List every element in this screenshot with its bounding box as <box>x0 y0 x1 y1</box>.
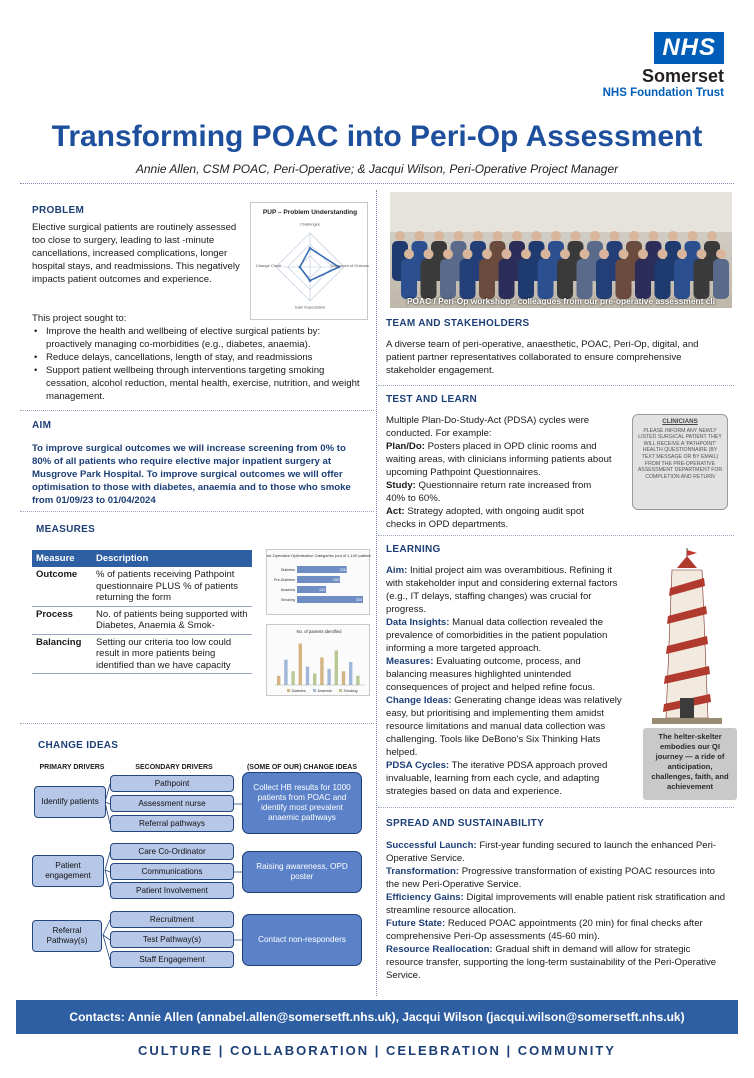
person-head <box>716 249 726 259</box>
column <box>277 676 280 685</box>
secondary-driver: Staff Engagement <box>110 951 234 968</box>
column-divider <box>376 190 377 996</box>
person-body <box>499 259 515 299</box>
column <box>284 660 287 685</box>
test-item <box>386 440 612 479</box>
person-body <box>635 259 651 299</box>
person-head <box>541 249 551 259</box>
person-body <box>460 259 476 299</box>
secondary-driver: Test Pathway(s) <box>110 931 234 948</box>
values-tagline: CULTURE | COLLABORATION | CELEBRATION | COMMUNITY <box>138 1043 616 1058</box>
bar-category-label: Diabetes <box>280 568 295 573</box>
team-photo-illustration <box>390 192 732 308</box>
sign-title: CLINICIANS <box>662 418 698 425</box>
secondary-driver: Pathpoint <box>110 775 234 792</box>
learning-item-text: Initial project aim was overambitious. Refining it with stakeholder input and considering external factors (e.g., IT delays, staffing changes) was crucial for progress. <box>386 565 618 615</box>
table-cell: Process <box>32 606 92 634</box>
radar-point <box>309 247 312 250</box>
bar-value-label: 300 <box>356 598 362 603</box>
table-header: Measure <box>32 550 92 567</box>
bar-category-label: Anaemia <box>280 588 295 593</box>
learning-item-label: Aim: <box>386 565 408 576</box>
spread-item <box>386 839 726 865</box>
person-body <box>518 259 534 299</box>
radar-point <box>299 266 302 269</box>
person-head <box>697 249 707 259</box>
bar-value-label: 195 <box>332 578 339 583</box>
test-learn-body <box>386 414 612 531</box>
person-body <box>421 259 437 299</box>
person-head <box>521 249 531 259</box>
person-head <box>424 249 434 259</box>
person-head <box>502 249 512 259</box>
learning-item <box>386 616 624 655</box>
primary-driver-referral: Referral Pathway(s) <box>32 920 102 952</box>
table-cell: % of patients receiving Pathpoint questionnaire PLUS % of patients returning the form <box>92 567 252 606</box>
header-divider <box>20 183 734 184</box>
helter-skelter-caption: The helter-skelter embodies our QI journey — a ride of anticipation, challenges, faith, and achievement <box>643 728 737 800</box>
secondary-driver: Patient Involvement <box>110 882 234 899</box>
team-heading: TEAM AND STAKEHOLDERS <box>386 318 530 329</box>
legend-label: Diabetes <box>291 688 306 693</box>
learning-item-text: The iterative PDSA approach proved invaluable, learning from each cycle, and adapting strategies based on data and experience. <box>386 760 608 797</box>
measures-heading: MEASURES <box>36 524 96 535</box>
column <box>356 676 359 685</box>
person-head <box>493 231 503 241</box>
person-body <box>440 259 456 299</box>
change-idea: Contact non-responders <box>242 914 362 966</box>
list-item: • Support patient wellbeing through interventions targeting smoking cessation, alcohol reduction, mental health, exercise, nutrition, and weight management. <box>32 364 368 403</box>
learning-item-label: Measures: <box>386 656 434 667</box>
column <box>306 667 309 685</box>
learning-item <box>386 694 624 759</box>
change-idea: Raising awareness, OPD poster <box>242 851 362 893</box>
primary-drivers-header: PRIMARY DRIVERS <box>39 764 105 771</box>
legend-swatch <box>287 689 290 692</box>
organisation-name: Somerset <box>641 66 724 86</box>
person-head <box>629 231 639 241</box>
radar-axis-label: Challenges <box>299 221 321 227</box>
person-head <box>512 231 522 241</box>
column <box>327 669 330 685</box>
column <box>320 657 323 685</box>
person-head <box>677 249 687 259</box>
spread-item <box>386 917 726 943</box>
column <box>342 671 345 685</box>
change-idea: Collect HB results for 1000 patients from POAC and identify most prevalent anaemic pathways <box>242 772 362 834</box>
table-cell: Setting our criteria too low could result in more patients being identified than we have capacity <box>92 634 252 674</box>
measures-table <box>32 550 252 674</box>
person-head <box>443 249 453 259</box>
bar-value-label: 226 <box>339 568 346 573</box>
legend-swatch <box>313 689 316 692</box>
learning-item-text: Evaluating outcome, process, and balancing measures highlighted unintended consequences of project and helped refine focus. <box>386 656 596 693</box>
person-body <box>655 259 671 299</box>
primary-driver-engagement: Patient engagement <box>32 855 104 887</box>
test-item-text: Posters placed in OPD clinic rooms and waiting areas, with clinicians informing patients about upcoming Pathpoint Questionnaires. <box>386 441 612 478</box>
aim-text: To improve surgical outcomes we will increase screening from 0% to 80% of all patients who require elective major inpatient surgery at Musgrove Park Hospital. To improve surgical outcomes we will offer optimisation to those with diabetes, anaemia and to those who smoke from 01/09/23 to 01/04/2024 <box>32 443 351 506</box>
bar-category-label: Pre-Diabetes <box>274 578 295 583</box>
test-item-text: Strategy adopted, with ongoing audit spot checks in OPD departments. <box>386 506 584 530</box>
radar-axis-label: Outcomes of Outcomes <box>330 263 369 268</box>
person-head <box>619 249 629 259</box>
radar-title: PUP – Problem Understanding <box>262 209 358 216</box>
radar-axis-label: Gain Expectation <box>294 304 326 310</box>
secondary-driver: Communications <box>110 863 234 880</box>
change-ideas-heading: CHANGE IDEAS <box>38 740 119 751</box>
spread-item-label: Resource Reallocation: <box>386 944 493 955</box>
person-body <box>694 259 710 299</box>
patients-identified-chart <box>266 624 370 696</box>
test-item-text: Questionnaire return rate increased from 40% to 60%. <box>386 480 592 504</box>
spread-item-text: Reduced POAC appointments (20 min) for final checks after comprehensive Peri-Op assessments (45-60 min). <box>386 918 703 942</box>
helter-skelter-illustration <box>642 548 732 728</box>
spread-heading: SPREAD AND SUSTAINABILITY <box>386 818 545 829</box>
problem-heading: PROBLEM <box>32 205 85 216</box>
person-head <box>668 231 678 241</box>
change-ideas-header: (SOME OF OUR) CHANGE IDEAS <box>246 764 358 771</box>
person-body <box>616 259 632 299</box>
learning-item-text: Manual data collection revealed the prevalence of comorbidities in the patient population informing a more targeted approach. <box>386 617 608 654</box>
learning-item-label: PDSA Cycles: <box>386 760 450 771</box>
spread-item <box>386 891 726 917</box>
person-body <box>713 259 729 299</box>
spread-item-label: Successful Launch: <box>386 840 477 851</box>
secondary-driver: Recruitment <box>110 911 234 928</box>
person-body <box>596 259 612 299</box>
problem-paragraph: Elective surgical patients are routinely assessed too close to surgery, leading to last -minute cancellations, increased complications, longer hospital stays, and readmissions. This negatively impacts patient outcomes and experience. <box>32 222 240 285</box>
person-body <box>401 259 417 299</box>
bar-value-label: 132 <box>319 588 326 593</box>
person-head <box>658 249 668 259</box>
list-item: • Improve the health and wellbeing of elective surgical patients by: proactively managing co-morbidities (e.g., diabetes, anaemia). <box>32 325 368 351</box>
optimisation-bar-chart <box>266 549 370 615</box>
legend-label: Anaemia <box>317 688 332 693</box>
spread-item-text: Progressive transformation of existing POAC resources into the new Peri-Operative Service. <box>386 866 715 890</box>
person-head <box>415 231 425 241</box>
person-body <box>674 259 690 299</box>
radar-point <box>309 279 312 282</box>
spread-body <box>386 839 726 982</box>
learning-item <box>386 655 624 694</box>
person-head <box>610 231 620 241</box>
sign-text: PLEASE INFORM ANY NEWLY LISTED SURGICAL PATIENT THEY WILL RECEIVE A 'PATHPOINT' HEALTH QUESTIONNAIRE (BY TEXT MESSAGE OR BY EMAIL) FROM THE PRE-OPERATIVE ASSESSMENT DEPARTMENT FOR COMPLETION AND RETURN <box>637 427 723 480</box>
learning-item-label: Data Insights: <box>386 617 450 628</box>
person-body <box>538 259 554 299</box>
test-item <box>386 505 612 531</box>
contacts-text: Contacts: Annie Allen (annabel.allen@somersetft.nhs.uk), Jacqui Wilson (jacqui.wilson@somersetft.nhs.uk) <box>69 1010 685 1024</box>
spread-item-label: Transformation: <box>386 866 460 877</box>
test-intro: Multiple Plan-Do-Study-Act (PDSA) cycles were conducted. For example: <box>386 415 590 439</box>
person-head <box>434 231 444 241</box>
nhs-logo <box>574 32 724 99</box>
person-head <box>590 231 600 241</box>
spread-item-label: Future State: <box>386 918 446 929</box>
secondary-drivers-header: SECONDARY DRIVERS <box>135 764 213 771</box>
column-chart-svg <box>267 625 371 697</box>
table-cell: Outcome <box>32 567 92 606</box>
test-item-label: Study: <box>386 480 416 491</box>
secondary-driver: Referral pathways <box>110 815 234 832</box>
person-head <box>454 231 464 241</box>
table-header: Description <box>92 550 252 567</box>
person-head <box>463 249 473 259</box>
spread-panel <box>378 812 734 994</box>
test-learn-heading: TEST AND LEARN <box>386 394 478 405</box>
chart-title: No. of patients identified <box>296 629 342 634</box>
poster-title: Transforming POAC into Peri-Op Assessment <box>51 120 703 153</box>
poster-authors: Annie Allen, CSM POAC, Peri-Operative; & Jacqui Wilson, Peri-Operative Project Manager <box>135 162 619 176</box>
test-item <box>386 479 612 505</box>
problem-bullets <box>32 325 368 403</box>
radar-axis-label: Change Circle <box>255 263 282 268</box>
secondary-driver: Care Co-Ordinator <box>110 843 234 860</box>
bar-chart-svg <box>267 550 371 616</box>
person-head <box>638 249 648 259</box>
photo-caption: POAC / Peri-Op workshop - colleagues from our pre-operative assessment cli <box>406 296 716 306</box>
spread-item-text: Digital improvements will enable patient risk stratification and streamline resource allocation. <box>386 892 726 916</box>
column <box>299 644 302 685</box>
spread-item <box>386 865 726 891</box>
person-body <box>577 259 593 299</box>
column <box>335 651 338 686</box>
person-body <box>479 259 495 299</box>
spread-item <box>386 943 726 982</box>
learning-item <box>386 564 624 616</box>
learning-item <box>386 759 624 798</box>
problem-radar-chart <box>250 202 368 320</box>
secondary-driver: Assessment nurse <box>110 795 234 812</box>
table-row <box>32 606 252 634</box>
spread-item-text: Gradual shift in demand will allow for strategic resource transfer, supporting the long-term sustainability of the Peri-Operative Service. <box>386 944 717 981</box>
problem-sought: This project sought to: <box>32 313 127 324</box>
primary-driver-identify: Identify patients <box>34 786 106 818</box>
legend-swatch <box>339 689 342 692</box>
bar-category-label: Smoking <box>281 598 295 603</box>
person-head <box>473 231 483 241</box>
spread-item-label: Efficiency Gains: <box>386 892 464 903</box>
person-head <box>649 231 659 241</box>
clinicians-sign <box>632 414 728 510</box>
table-cell: No. of patients being supported with Diabetes, Anaemia & Smok- <box>92 606 252 634</box>
column <box>349 662 352 685</box>
table-row <box>32 567 252 606</box>
learning-item-text: Generating change ideas was relatively easy, but prioritising and implementing them amidst resource limitations and manual data collection was challenging. Tools like DeBono's Six Thinking Hats helped. <box>386 695 622 758</box>
person-head <box>482 249 492 259</box>
person-head <box>688 231 698 241</box>
learning-body <box>386 564 624 798</box>
trust-name: NHS Foundation Trust <box>602 87 724 99</box>
spread-item-text: First-year funding secured to launch the enhanced Peri-Operative Service. <box>386 840 717 864</box>
team-photo <box>390 192 732 308</box>
person-head <box>560 249 570 259</box>
person-head <box>707 231 717 241</box>
team-text: A diverse team of peri-operative, anaesthetic, POAC, Peri-Op, digital, and patient partner representatives collaborated to ensure comprehensive stakeholder engagement. <box>386 339 699 376</box>
table-row <box>32 634 252 674</box>
column <box>291 671 294 685</box>
table-header-row <box>32 550 252 567</box>
aim-panel <box>20 416 374 512</box>
learning-heading: LEARNING <box>386 544 441 555</box>
legend-label: Smoking <box>343 688 358 693</box>
person-body <box>557 259 573 299</box>
person-head <box>551 231 561 241</box>
person-head <box>532 231 542 241</box>
contacts-bar <box>16 1000 738 1034</box>
test-item-label: Act: <box>386 506 405 517</box>
person-head <box>404 249 414 259</box>
person-head <box>395 231 405 241</box>
nhs-logo-mark: NHS <box>654 32 724 64</box>
list-item: • Reduce delays, cancellations, length of stay, and readmissions <box>32 351 368 364</box>
learning-item-label: Change Ideas: <box>386 695 452 706</box>
person-head <box>599 249 609 259</box>
aim-heading: AIM <box>32 420 52 431</box>
bar <box>297 596 363 603</box>
radar-svg <box>251 203 369 321</box>
chart-title: Peri-Operative Optimisation Categories (out of 1,100 patients) <box>267 553 371 558</box>
team-panel <box>378 312 734 386</box>
person-head <box>571 231 581 241</box>
person-head <box>580 249 590 259</box>
column <box>313 674 316 686</box>
table-cell: Balancing <box>32 634 92 674</box>
test-item-label: Plan/Do: <box>386 441 425 452</box>
